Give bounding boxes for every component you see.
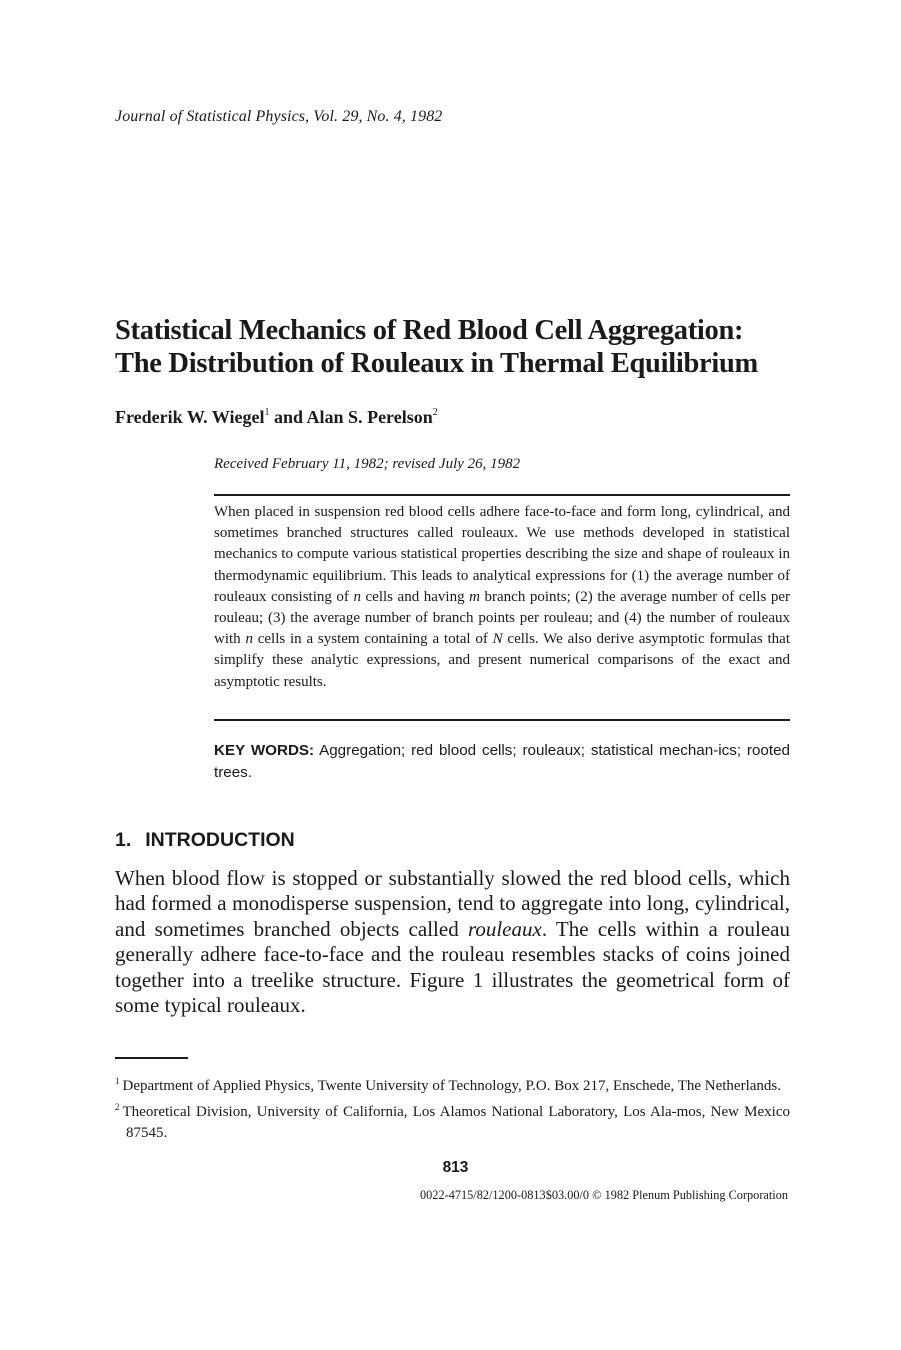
abstract-bottom-rule xyxy=(214,719,790,721)
footnote-mark: 2 xyxy=(115,1102,120,1112)
footnote-marker: 1 xyxy=(264,407,270,418)
copyright-line: 0022-4715/82/1200-0813$03.00/0 © 1982 Plenum Publishing Corporation xyxy=(420,1188,788,1202)
introduction-paragraph xyxy=(115,866,790,1018)
title-line-2: The Distribution of Rouleaux in Thermal Equilibrium xyxy=(115,348,758,379)
body-text: . The cells within a rouleau generally adhere face-to-face and the rouleau resembles stacks of coins joined together into a treelike structure. Figure 1 illustrates the geometrical form of some typical rouleaux. xyxy=(115,916,790,1018)
page-number: 813 xyxy=(442,1159,469,1176)
math-variable: n xyxy=(245,631,253,648)
emphasized-term: rouleaux xyxy=(467,916,542,941)
received-dates: Received February 11, 1982; revised July 26, 1982 xyxy=(214,456,521,472)
key-words-label: KEY WORDS: xyxy=(214,742,315,759)
key-words xyxy=(214,740,790,784)
footnote-marker: 2 xyxy=(432,407,438,418)
abstract-text: cells. We also derive asymptotic formulas that simplify these analytic expressions, and present numerical comparisons of the exact and asymptotic results. xyxy=(214,631,790,690)
math-variable: n xyxy=(353,588,361,605)
author-list xyxy=(115,407,438,428)
journal-citation: Journal of Statistical Physics, Vol. 29, No. 4, 1982 xyxy=(115,108,443,125)
key-words-text: Aggregation; red blood cells; rouleaux; statistical mechan-ics; rooted trees. xyxy=(214,742,790,781)
author-name: Frederik W. Wiegel xyxy=(115,407,265,427)
section-title: INTRODUCTION xyxy=(145,829,295,851)
math-variable: N xyxy=(492,631,503,648)
abstract-text: branch points; (2) the average number of cells per rouleau; (3) the average number of branch points per rouleau; and (4) the number of rouleaux with xyxy=(214,588,790,648)
footnote-text: Department of Applied Physics, Twente University of Technology, P.O. Box 217, Enschede, The Netherlands. xyxy=(122,1078,781,1094)
footnote-rule xyxy=(115,1057,188,1059)
section-number: 1. xyxy=(115,829,132,851)
footnote-mark: 1 xyxy=(115,1076,120,1086)
abstract-text: cells in a system containing a total of xyxy=(252,631,493,648)
footnote xyxy=(115,1071,790,1097)
abstract-top-rule xyxy=(214,494,790,496)
paper-title xyxy=(115,314,805,380)
abstract-text: cells and having xyxy=(360,588,470,605)
abstract-text: When placed in suspension red blood cells adhere face-to-face and form long, cylindrical, and sometimes branched structures called rouleaux. We use methods developed in statistical mechanics to compute various statistical properties describing the size and shape of rouleaux in thermodynamic equilibrium. This leads to analytical expressions for (1) the average number of rouleaux consisting of xyxy=(214,504,790,605)
title-line-1: Statistical Mechanics of Red Blood Cell Aggregation: xyxy=(115,315,744,346)
footnotes xyxy=(115,1071,790,1144)
section-heading xyxy=(115,829,295,852)
body-text: When blood flow is stopped or substantially slowed the red blood cells, which had formed a monodisperse suspension, tend to aggregate into long, cylindrical, and sometimes branched objects called xyxy=(115,866,790,941)
math-variable: m xyxy=(469,588,480,605)
footnote xyxy=(115,1097,790,1144)
author-conjunction: and xyxy=(269,407,307,427)
abstract xyxy=(214,502,790,693)
footnote-text: Theoretical Division, University of California, Los Alamos National Laboratory, Los Ala-mos, New Mexico 87545. xyxy=(122,1104,790,1141)
author-name: Alan S. Perelson xyxy=(306,407,433,427)
